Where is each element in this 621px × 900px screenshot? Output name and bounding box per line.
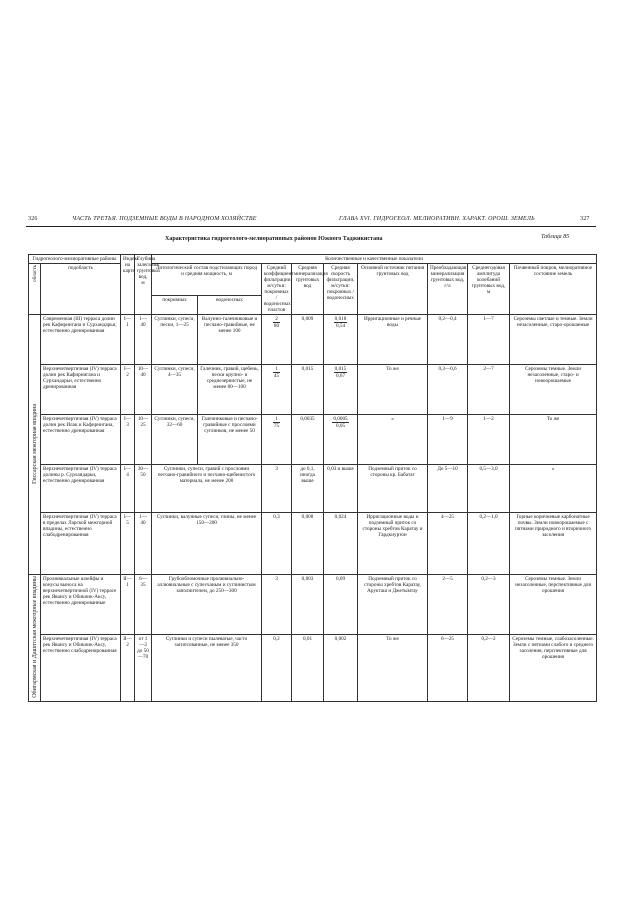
filtration-cell-denominator: 75 bbox=[273, 423, 280, 429]
mean-filtration-cell-denominator: 0,05 bbox=[335, 423, 346, 429]
header-row bbox=[29, 255, 597, 264]
mean-filtration-cell bbox=[324, 465, 358, 513]
group-name: Обигармская и Дашптская межгорные впадины bbox=[31, 576, 38, 698]
depth-cell: 10—25 bbox=[135, 415, 152, 465]
header-row bbox=[29, 264, 597, 296]
source-cell: Подземный приток со стороны хребтов Каратау, Арукташ и Джетымтау bbox=[358, 575, 428, 635]
filtration-cell-numerator: 1 bbox=[273, 416, 280, 423]
soils-cell: Сероземы темные, слабозасоленные. Земли с пятнами слабого и среднего засоления, перспективные для орошения bbox=[510, 635, 597, 702]
table-row bbox=[29, 365, 597, 415]
prevailing-cell: 4—25 bbox=[428, 513, 468, 575]
mean-filtration-cell-fraction bbox=[334, 366, 348, 379]
mean-filtration-cell-denominator: 0,54 bbox=[335, 323, 346, 329]
mean-filtration-cell-fraction bbox=[334, 636, 348, 642]
cover-cell: Суглинки, супеси, 4—35 bbox=[152, 365, 198, 415]
lithology-cell: Суглинки, валунные супеси, глины, не менее 150—200 bbox=[152, 513, 262, 575]
index-cell: I—5 bbox=[121, 513, 135, 575]
header-region-group: Гидрогеолого-мелиоративные районы bbox=[29, 255, 121, 264]
header-soils: Почвенный покров, мелиоративное состояние земель bbox=[510, 264, 597, 315]
mean-filtration-cell-numerator: 0,024 bbox=[334, 514, 347, 520]
mean-filtration-cell-numerator: 0,018 bbox=[334, 316, 347, 322]
mineralization-cell: 0,01 bbox=[292, 635, 324, 702]
header-cover: покровных bbox=[152, 295, 198, 314]
mean-filtration-cell bbox=[324, 513, 358, 575]
podoblast-cell: Верхнечетвертичная (IV) терраса долин рек Илак и Кафирнигана, естественно дренированная bbox=[41, 415, 121, 465]
mineralization-cell: 0,0035 bbox=[292, 415, 324, 465]
water-bearing-cell: Галечниковые и песчано-гравийные с прослоями суглинков, не менее 50 bbox=[198, 415, 262, 465]
podoblast-cell: Верхнечетвертичная (IV) терраса рек Явансу и Обикиик-Аксу, естественно слабодренированная bbox=[41, 635, 121, 702]
index-cell: I—1 bbox=[121, 315, 135, 365]
mineralization-cell: 0,003 bbox=[292, 575, 324, 635]
header-amplitude: Среднегодовая амплитуда колебаний грунтовых вод, м bbox=[468, 264, 510, 315]
mean-filtration-cell-fraction bbox=[332, 416, 348, 429]
filtration-cell bbox=[262, 315, 292, 365]
lithology-cell: Суглинки, супеси, гравий с прослоями песчано-гравийного и песчано-щебенистого материала, не менее 200 bbox=[152, 465, 262, 513]
table-row bbox=[29, 575, 597, 635]
filtration-cell-denominator: 45 bbox=[273, 373, 280, 379]
water-bearing-cell: Валунно-галечниковые и песчано-гравийные, не менее 100 bbox=[198, 315, 262, 365]
filtration-cell bbox=[262, 635, 292, 702]
lithology-cell: Грубообломочные пролювиально-аллювиальные с супесчаным и суглинистым заполнителем, до 250—300 bbox=[152, 575, 262, 635]
prevailing-cell: 6—25 bbox=[428, 635, 468, 702]
depth-cell: 10—40 bbox=[135, 365, 152, 415]
mean-filtration-cell bbox=[324, 575, 358, 635]
filtration-cell-fraction bbox=[272, 636, 280, 642]
prevailing-cell: 0,2—0,4 bbox=[428, 315, 468, 365]
mean-filtration-cell-numerator: 0,0005 bbox=[333, 416, 348, 422]
header-litho-group: Литологический состав подстилающих пород и средняя мощность, м bbox=[152, 264, 262, 296]
index-cell: I—4 bbox=[121, 465, 135, 513]
water-bearing-cell: Галечник, гравий, щебень, пески крупно- и среднезернистые, не менее 80—100 bbox=[198, 365, 262, 415]
podoblast-cell: Пролювиальные шлейфы и конусы выноса на верхнечетвертичной (IV) террасе рек Явансу и Обикиик-Аксу, естественно дренированные bbox=[41, 575, 121, 635]
podoblast-cell: Современная (III) терраса долин рек Кафирнигана и Сурхандарьи, естественно дренированная bbox=[41, 315, 121, 365]
amplitude-cell: 1—2 bbox=[468, 415, 510, 465]
filtration-cell-fraction bbox=[273, 316, 280, 329]
depth-cell: 1—40 bbox=[135, 315, 152, 365]
filtration-cell bbox=[262, 365, 292, 415]
group-cell bbox=[29, 575, 41, 702]
cover-cell: Суглинки, супеси, 32—60 bbox=[152, 415, 198, 465]
table-title: Характеристика гидрогеолого-мелиоративных районов Южного Таджикистана bbox=[165, 236, 383, 242]
amplitude-cell: 2—7 bbox=[468, 365, 510, 415]
depth-cell: 6—35 bbox=[135, 575, 152, 635]
mean-filtration-cell-fraction bbox=[334, 316, 348, 329]
header-quant-group: Количественные и качественные показатели bbox=[152, 255, 597, 264]
header-oblast-text: область bbox=[31, 265, 38, 282]
prevailing-cell: 0,3—0,6 bbox=[428, 365, 468, 415]
index-cell: I—3 bbox=[121, 415, 135, 465]
podoblast-cell: Верхнечетвертичная (IV) терраса в пределах Ларской межгорной впадины, естественно слабодренированная bbox=[41, 513, 121, 575]
filtration-cell bbox=[262, 415, 292, 465]
left-page-number: 326 bbox=[28, 216, 38, 222]
characteristics-table bbox=[28, 254, 597, 702]
filtration-cell-denominator: 80 bbox=[273, 323, 280, 329]
header-index: Индекс на карте bbox=[121, 255, 135, 315]
header-prevailing: Преобладающая минерализация грунтовых вод, г/л bbox=[428, 264, 468, 315]
mean-filtration-cell-fraction bbox=[335, 576, 346, 582]
header-mineralization: Средняя минерализация грунтовых вод bbox=[292, 264, 324, 315]
table-row bbox=[29, 465, 597, 513]
source-cell: » bbox=[358, 415, 428, 465]
source-cell: То же bbox=[358, 635, 428, 702]
filtration-cell-numerator: 3 bbox=[275, 466, 278, 472]
source-cell: Ирригационные и речные воды bbox=[358, 315, 428, 365]
soils-cell: » bbox=[510, 465, 597, 513]
table-row bbox=[29, 315, 597, 365]
depth-cell: 30—50 bbox=[135, 465, 152, 513]
source-cell: То же bbox=[358, 365, 428, 415]
cover-cell: Суглинки, супеси, пески, 1—25 bbox=[152, 315, 198, 365]
depth-cell: от 1—2 до 50—70 bbox=[135, 635, 152, 702]
mean-filtration-cell bbox=[324, 635, 358, 702]
source-cell: Подземный приток со стороны кр. Бабатаг bbox=[358, 465, 428, 513]
filtration-cell-fraction bbox=[272, 514, 280, 520]
index-cell: II—2 bbox=[121, 635, 135, 702]
amplitude-cell: 0,5—3,0 bbox=[468, 465, 510, 513]
filtration-cell-numerator: 0,2 bbox=[273, 636, 280, 643]
index-cell: II—1 bbox=[121, 575, 135, 635]
mean-filtration-cell bbox=[324, 315, 358, 365]
group-cell bbox=[29, 315, 41, 575]
table-row bbox=[29, 635, 597, 702]
mean-filtration-cell-numerator: 0,002 bbox=[334, 636, 347, 643]
mean-filtration-cell-fraction bbox=[326, 466, 355, 472]
header-oblast bbox=[29, 264, 41, 315]
filtration-cell-numerator: 3 bbox=[275, 576, 278, 582]
source-cell: Ирригационные воды и подземный приток со стороны хребтов Каратау и Гардкиуртон bbox=[358, 513, 428, 575]
table-label: Таблица 85 bbox=[541, 234, 570, 240]
header-filtration: Средний коэффициент фильтрации, м/сутки: покровных / водоносных пластов bbox=[262, 264, 292, 315]
table-row bbox=[29, 513, 597, 575]
prevailing-cell: 1—9 bbox=[428, 415, 468, 465]
header-podoblast: подобласть bbox=[41, 264, 121, 315]
mean-filtration-cell-numerator: 0,015 bbox=[334, 366, 347, 372]
mean-filtration-cell-numerator: 0,03 и выше bbox=[327, 466, 354, 472]
index-cell: I—2 bbox=[121, 365, 135, 415]
mean-filtration-cell-numerator: 0,09 bbox=[335, 576, 346, 582]
lithology-cell: Суглинки и супеси пылеватые, часто загипсованные, не менее 350 bbox=[152, 635, 262, 702]
header-rule bbox=[26, 226, 596, 227]
left-running-title: ЧАСТЬ ТРЕТЬЯ. ПОДЗЕМНЫЕ ВОДЫ В НАРОДНОМ ХОЗЯЙСТВЕ bbox=[72, 216, 257, 222]
soils-cell: То же bbox=[510, 415, 597, 465]
filtration-cell bbox=[262, 465, 292, 513]
filtration-cell bbox=[262, 575, 292, 635]
mineralization-cell: 0,015 bbox=[292, 365, 324, 415]
podoblast-cell: Верхнечетвертичная (IV) терраса долин рек Кафирнигана и Сурхандарьи, естественно дренированная bbox=[41, 365, 121, 415]
prevailing-cell: 2—5 bbox=[428, 575, 468, 635]
soils-cell: Сероземы темные. Земли незасоленные, старо- и новоорошаемые bbox=[510, 365, 597, 415]
group-name: Гиссарская межгорная впадина bbox=[31, 403, 38, 484]
right-page-number: 327 bbox=[580, 216, 590, 222]
header-depth: Глубина залегания грунтовых вод, м bbox=[135, 255, 152, 315]
amplitude-cell: 0,2—2 bbox=[468, 635, 510, 702]
podoblast-cell: Верхнечетвертичная (IV) терраса долины р. Сурхандарьи, естественно дренированная bbox=[41, 465, 121, 513]
filtration-cell-numerator: 1 bbox=[273, 366, 280, 373]
filtration-cell-fraction bbox=[274, 576, 279, 582]
filtration-cell-numerator: 0,3 bbox=[273, 514, 280, 520]
mean-filtration-cell-fraction bbox=[334, 514, 348, 520]
mineralization-cell: 0,008 bbox=[292, 513, 324, 575]
filtration-cell bbox=[262, 513, 292, 575]
amplitude-cell: 0,2—3 bbox=[468, 575, 510, 635]
amplitude-cell: 0,2—1,0 bbox=[468, 513, 510, 575]
soils-cell: Сероземы темные. Земли незасоленные, перспективные для орошения bbox=[510, 575, 597, 635]
mean-filtration-cell bbox=[324, 365, 358, 415]
prevailing-cell: До 5—10 bbox=[428, 465, 468, 513]
soils-cell: Горные коричневые карбонатные почвы. Земли новоорошаемые с пятнами природного и вторичного засоления bbox=[510, 513, 597, 575]
header-water-bearing: водоносных bbox=[198, 295, 262, 314]
mean-filtration-cell bbox=[324, 415, 358, 465]
mineralization-cell: 0,009 bbox=[292, 315, 324, 365]
filtration-cell-numerator: 2 bbox=[273, 316, 280, 323]
table-row bbox=[29, 415, 597, 465]
header-source: Основной источник питания грунтовых вод bbox=[358, 264, 428, 315]
mineralization-cell: до 0,1, иногда выше bbox=[292, 465, 324, 513]
filtration-cell-fraction bbox=[273, 416, 280, 429]
header-mean-filtration: Средняя скорость фильтрации, м/сутки: покровных / водоносных bbox=[324, 264, 358, 315]
filtration-cell-fraction bbox=[274, 466, 279, 472]
right-running-title: ГЛАВА XVI. ГИДРОГЕОЛ. МЕЛИОРАТИВН. ХАРАКТ. ОРОШ. ЗЕМЕЛЬ bbox=[339, 216, 535, 222]
amplitude-cell: 1—7 bbox=[468, 315, 510, 365]
mean-filtration-cell-denominator: 0,67 bbox=[335, 373, 346, 379]
filtration-cell-fraction bbox=[273, 366, 280, 379]
depth-cell: 1—40 bbox=[135, 513, 152, 575]
soils-cell: Сероземы светлые и темные. Земли незасоленные, старо-орошаемые bbox=[510, 315, 597, 365]
